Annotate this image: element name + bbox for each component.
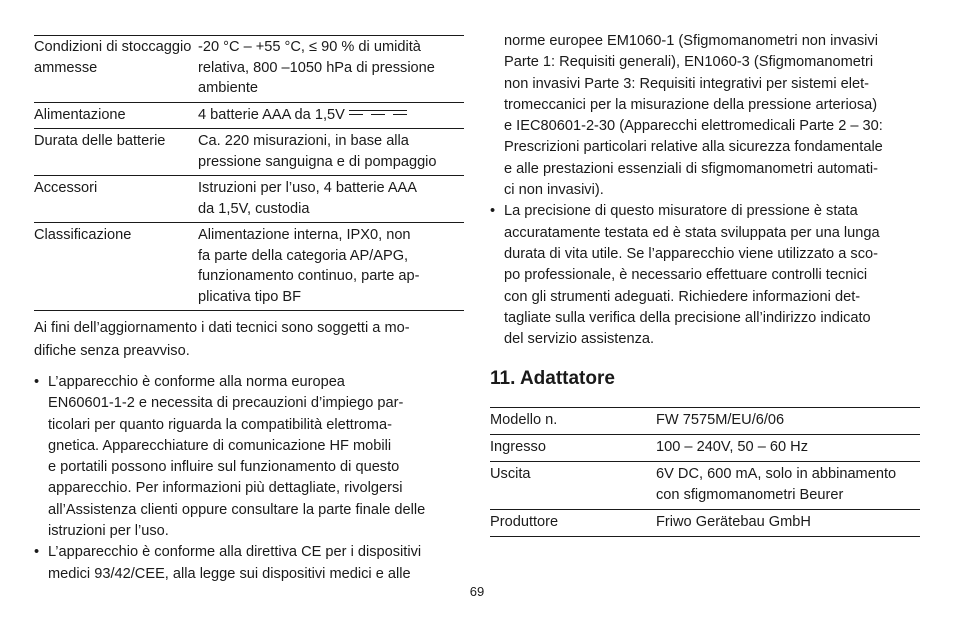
technical-data-table [34,35,464,311]
list-item: • La precisione di questo misuratore di pressione è stata accuratamente testata ed è stata sviluppata per una lunga durata di vita utile. Se l’apparecchio viene utilizzato a sco- po professionale, è necessario effettuare controlli tecnici con gli strumenti adeguati. Richiedere informazioni det- tagliate sulla verifica della precisione all’indirizzo indicato del servizio assistenza. [490,203,880,348]
left-column [34,0,464,585]
spec-key: Uscita [490,466,531,483]
spec-value: 4 batterie AAA da 1,5V [198,102,464,129]
section-title: 11. Adattatore [490,368,615,390]
spec-row-battery-life [34,129,464,176]
spec-value: 100 – 240V, 50 – 60 Hz [656,439,809,456]
adapter-table [490,407,920,537]
spec-key: Classificazione [34,227,132,243]
precision-list [490,201,920,350]
list-item: • L’apparecchio è conforme alla norma europea EN60601-1-2 e necessita di precauzioni d’impiego par- ticolari per quanto riguarda la compatibilità elettroma- gnetica. Apparecchiature di comunicazione HF mobili e portatili possono influire sul funzionamento di questo apparecchio. Per informazioni più dettagliate, rivolgersi all’Assistenza clienti oppure consultare la parte finale delle istruzioni per l’uso. [34,374,426,540]
spec-row-classification [34,223,464,311]
spec-row-storage [34,36,464,103]
spec-value: Istruzioni per l’uso, 4 batterie AAA da 1,5V, custodia [198,180,418,217]
adapter-row-output [490,462,920,510]
spec-value: Ca. 220 misurazioni, in base alla pressione sanguigna e di pompaggio [198,133,437,170]
page-number: 69 [469,584,485,599]
bullet-icon: • [490,203,496,220]
compliance-list [34,372,464,585]
spec-key: Condizioni di stoccaggio ammesse [34,39,192,76]
update-note: Ai fini dell’aggiornamento i dati tecnici sono soggetti a mo- difiche senza preavviso. [34,320,410,359]
dc-symbol-icon [349,110,407,115]
spec-value: Friwo Gerätebau GmbH [656,514,811,531]
spec-key: Modello n. [490,412,558,429]
list-item: • L’apparecchio è conforme alla direttiva CE per i dispositivi medici 93/42/CEE, alla legge sui dispositivi medici e alle [34,544,422,582]
spec-row-accessories [34,176,464,223]
list-item-continuation: norme europee EM1060-1 (Sfigmomanometri non invasivi Parte 1: Requisiti generali), EN1060-3 (Sfigmomanometri non invasivi Parte 3: Requisiti integrativi per sistemi elet- tromeccanici per la misurazione della pressione arteriosa) e IEC80601-2-30 (Apparecchi elettromedicali Parte 2 – 30: Prescrizioni particolari relative alla sicurezza fondamentale e alle prestazioni essenziali di sfigmomanometri automati- ci non invasivi). [504,33,883,199]
spec-key: Produttore [490,514,559,531]
spec-key: Durata delle batterie [34,133,166,149]
spec-value: -20 °C – +55 °C, ≤ 90 % di umidità relativa, 800 –1050 hPa di pressione ambiente [198,39,435,96]
bullet-icon: • [34,374,40,390]
right-column [490,0,920,537]
adapter-row-manufacturer [490,510,920,537]
spec-key: Ingresso [490,439,546,456]
spec-value: Alimentazione interna, IPX0, non fa parte della categoria AP/APG, funzionamento continuo, parte ap- plicativa tipo BF [198,227,420,305]
adapter-row-model [490,408,920,435]
adapter-row-input [490,435,920,462]
spec-row-power [34,102,464,129]
spec-value: FW 7575M/EU/6/06 [656,412,785,429]
spec-key: Accessori [34,180,98,196]
spec-value: 6V DC, 600 mA, solo in abbinamento con sfigmomanometri Beurer [656,466,897,504]
spec-key: Alimentazione [34,106,126,123]
bullet-icon: • [34,544,40,561]
